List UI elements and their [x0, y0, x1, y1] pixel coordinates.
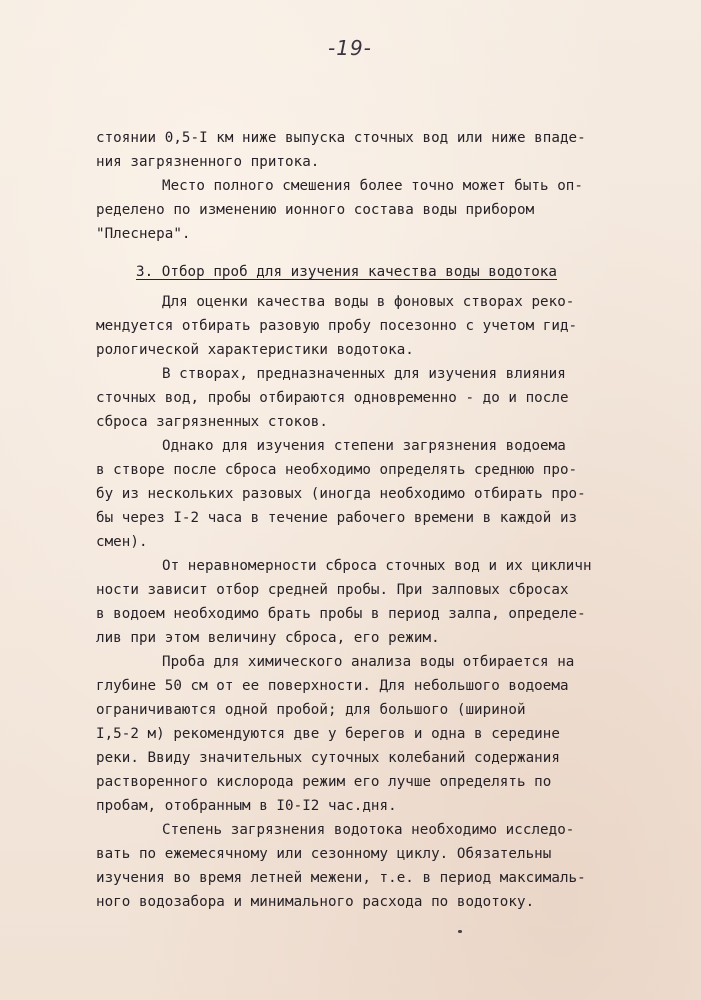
text-line: стоянии 0,5-I км ниже выпуска сточных вод или ниже впаде- — [96, 130, 586, 146]
text-line: От неравномерности сброса сточных вод и их цикличн — [162, 558, 592, 574]
text-line: пробам, отобранным в I0-I2 час.дня. — [96, 798, 397, 814]
text-line: Однако для изучения степени загрязнения водоема — [162, 438, 566, 454]
text-line: ния загрязненного притока. — [96, 154, 320, 170]
text-line: мендуется отбирать разовую пробу посезонно с учетом гид- — [96, 318, 578, 334]
text-line: в водоем необходимо брать пробы в период залпа, определе- — [96, 606, 586, 622]
page-number: -19- — [328, 36, 372, 60]
text-line: ности зависит отбор средней пробы. При залповых сбросах — [96, 582, 569, 598]
text-line: рологической характеристики водотока. — [96, 342, 414, 358]
text-line: реки. Ввиду значительных суточных колебаний содержания — [96, 750, 560, 766]
text-line: смен). — [96, 534, 148, 550]
ink-mark — [458, 930, 462, 933]
text-line: в створе после сброса необходимо определять среднюю про- — [96, 462, 578, 478]
text-line: бы через I-2 часа в течение рабочего времени в каждой из — [96, 510, 578, 526]
text-line: сточных вод, пробы отбираются одновременно - до и после — [96, 390, 569, 406]
text-line: Место полного смешения более точно может быть оп- — [162, 178, 583, 194]
section-heading: 3. Отбор проб для изучения качества воды водотока — [136, 264, 557, 280]
text-line: вать по ежемесячному или сезонному циклу. Обязательны — [96, 846, 552, 862]
text-line: сброса загрязненных стоков. — [96, 414, 328, 430]
text-line: изучения во время летней межени, т.е. в период максималь- — [96, 870, 586, 886]
text-line: "Плеснера". — [96, 226, 191, 242]
text-line: Проба для химического анализа воды отбирается на — [162, 654, 575, 670]
text-line: ределено по изменению ионного состава воды прибором — [96, 202, 535, 218]
text-line: Для оценки качества воды в фоновых створах реко- — [162, 294, 575, 310]
text-line: глубине 50 см от ее поверхности. Для небольшого водоема — [96, 678, 569, 694]
text-line: растворенного кислорода режим его лучше определять по — [96, 774, 552, 790]
text-line: ного водозабора и минимального расхода по водотоку. — [96, 894, 535, 910]
text-line: ограничиваются одной пробой; для большого (шириной — [96, 702, 526, 718]
text-line: Степень загрязнения водотока необходимо исследо- — [162, 822, 575, 838]
text-line: лив при этом величину сброса, его режим. — [96, 630, 440, 646]
text-line: В створах, предназначенных для изучения влияния — [162, 366, 566, 382]
text-line: I,5-2 м) рекомендуются две у берегов и одна в середине — [96, 726, 560, 742]
text-line: бу из нескольких разовых (иногда необходимо отбирать про- — [96, 486, 586, 502]
